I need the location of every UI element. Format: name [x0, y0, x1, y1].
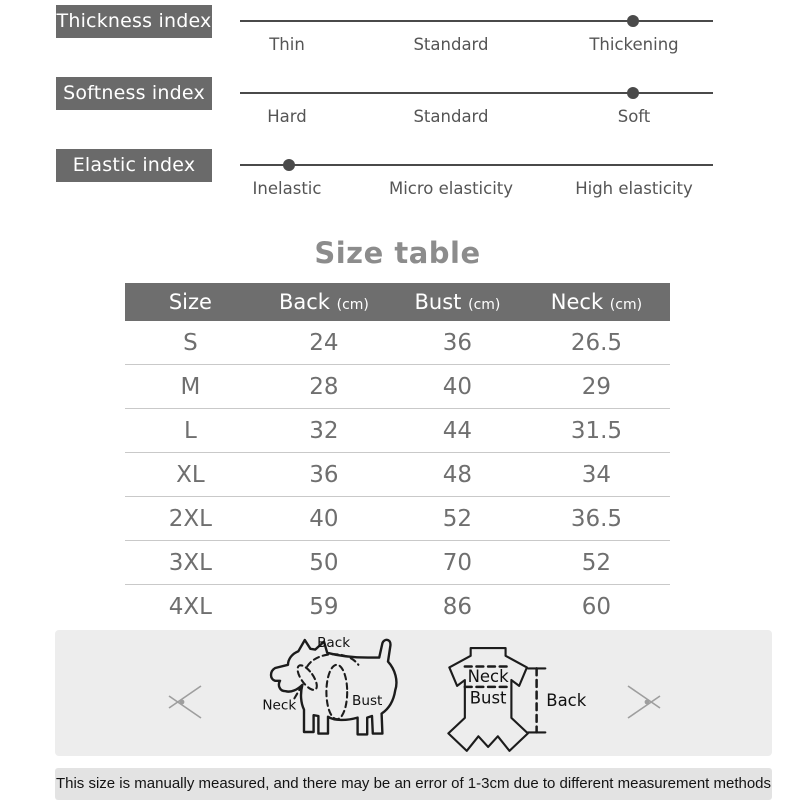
cell-bust: 52 [392, 497, 523, 541]
cell-neck: 31.5 [523, 409, 670, 453]
dog-measurement-diagram [252, 636, 428, 756]
softness-option-standard: Standard [413, 107, 489, 126]
cell-bust: 44 [392, 409, 523, 453]
elastic-slider-dot [283, 159, 295, 171]
table-row [125, 541, 670, 585]
size-table [125, 283, 670, 628]
cell-bust: 86 [442, 593, 473, 620]
cell-bust: 70 [392, 541, 523, 585]
right-divider-ornament-icon [624, 680, 668, 724]
elastic-index-row [0, 149, 800, 211]
garment-measurement-diagram [428, 642, 588, 754]
cell-neck: 34 [523, 453, 670, 497]
cell-back: 32 [256, 409, 392, 453]
measurement-diagram-panel [55, 630, 772, 756]
cell-back: 36 [256, 453, 392, 497]
softness-index-label: Softness index [56, 77, 212, 110]
dog-neck-label: Neck [262, 697, 297, 714]
cell-bust: 36 [392, 321, 523, 365]
softness-slider-dot [627, 87, 639, 99]
cell-bust: 40 [392, 365, 523, 409]
thickness-option-thickening: Thickening [589, 35, 679, 54]
col-header-neck: Neck (cm) [523, 283, 670, 321]
elastic-option-micro: Micro elasticity [388, 179, 514, 198]
cell-back: 50 [256, 541, 392, 585]
cell-size: L [125, 409, 256, 453]
size-table-header-row [125, 283, 670, 321]
table-row [125, 365, 670, 409]
softness-option-hard: Hard [267, 107, 307, 126]
table-row [125, 453, 670, 497]
cell-neck: 26.5 [523, 321, 670, 365]
col-header-size: Size [125, 283, 256, 321]
cell-size: S [125, 321, 256, 365]
table-row [125, 321, 670, 365]
cell-neck: 60 [581, 593, 612, 620]
measurement-disclaimer: This size is manually measured, and there may be an error of 1-3cm due to different measurement methods [55, 768, 772, 800]
cell-back: 59 [309, 593, 339, 620]
thickness-option-thin: Thin [269, 35, 305, 54]
softness-index-row [0, 77, 800, 139]
dog-bust-label: Bust [352, 692, 383, 709]
table-row [125, 585, 670, 629]
thickness-index-label: Thickness index [56, 5, 212, 38]
cell-back: 28 [256, 365, 392, 409]
cell-size: M [125, 365, 256, 409]
cell-size: 4XL [168, 593, 212, 620]
thickness-slider-dot [627, 15, 639, 27]
softness-slider-track [240, 92, 713, 94]
left-divider-ornament-icon [161, 680, 205, 724]
cell-size: 3XL [125, 541, 256, 585]
elastic-index-label: Elastic index [56, 149, 212, 182]
elastic-option-high: High elasticity [575, 179, 693, 198]
col-header-bust: Bust (cm) [392, 283, 523, 321]
size-table-title: Size table [314, 236, 481, 270]
col-header-back: Back (cm) [256, 283, 392, 321]
cell-size: 2XL [125, 497, 256, 541]
cell-back: 24 [256, 321, 392, 365]
elastic-slider-track [240, 164, 713, 166]
cell-neck: 36.5 [523, 497, 670, 541]
garment-neck-label: Neck [467, 667, 509, 686]
garment-back-label: Back [546, 691, 587, 711]
cell-bust: 48 [392, 453, 523, 497]
cell-size: XL [125, 453, 256, 497]
softness-option-soft: Soft [617, 107, 651, 126]
thickness-slider-track [240, 20, 713, 22]
thickness-option-standard: Standard [413, 35, 489, 54]
cell-back: 40 [256, 497, 392, 541]
garment-bust-label: Bust [469, 688, 507, 708]
table-row [125, 497, 670, 541]
table-row [125, 409, 670, 453]
dog-back-label: Back [317, 636, 351, 652]
elastic-option-inelastic: Inelastic [252, 179, 322, 198]
cell-neck: 29 [523, 365, 670, 409]
cell-neck: 52 [523, 541, 670, 585]
thickness-index-row [0, 5, 800, 67]
